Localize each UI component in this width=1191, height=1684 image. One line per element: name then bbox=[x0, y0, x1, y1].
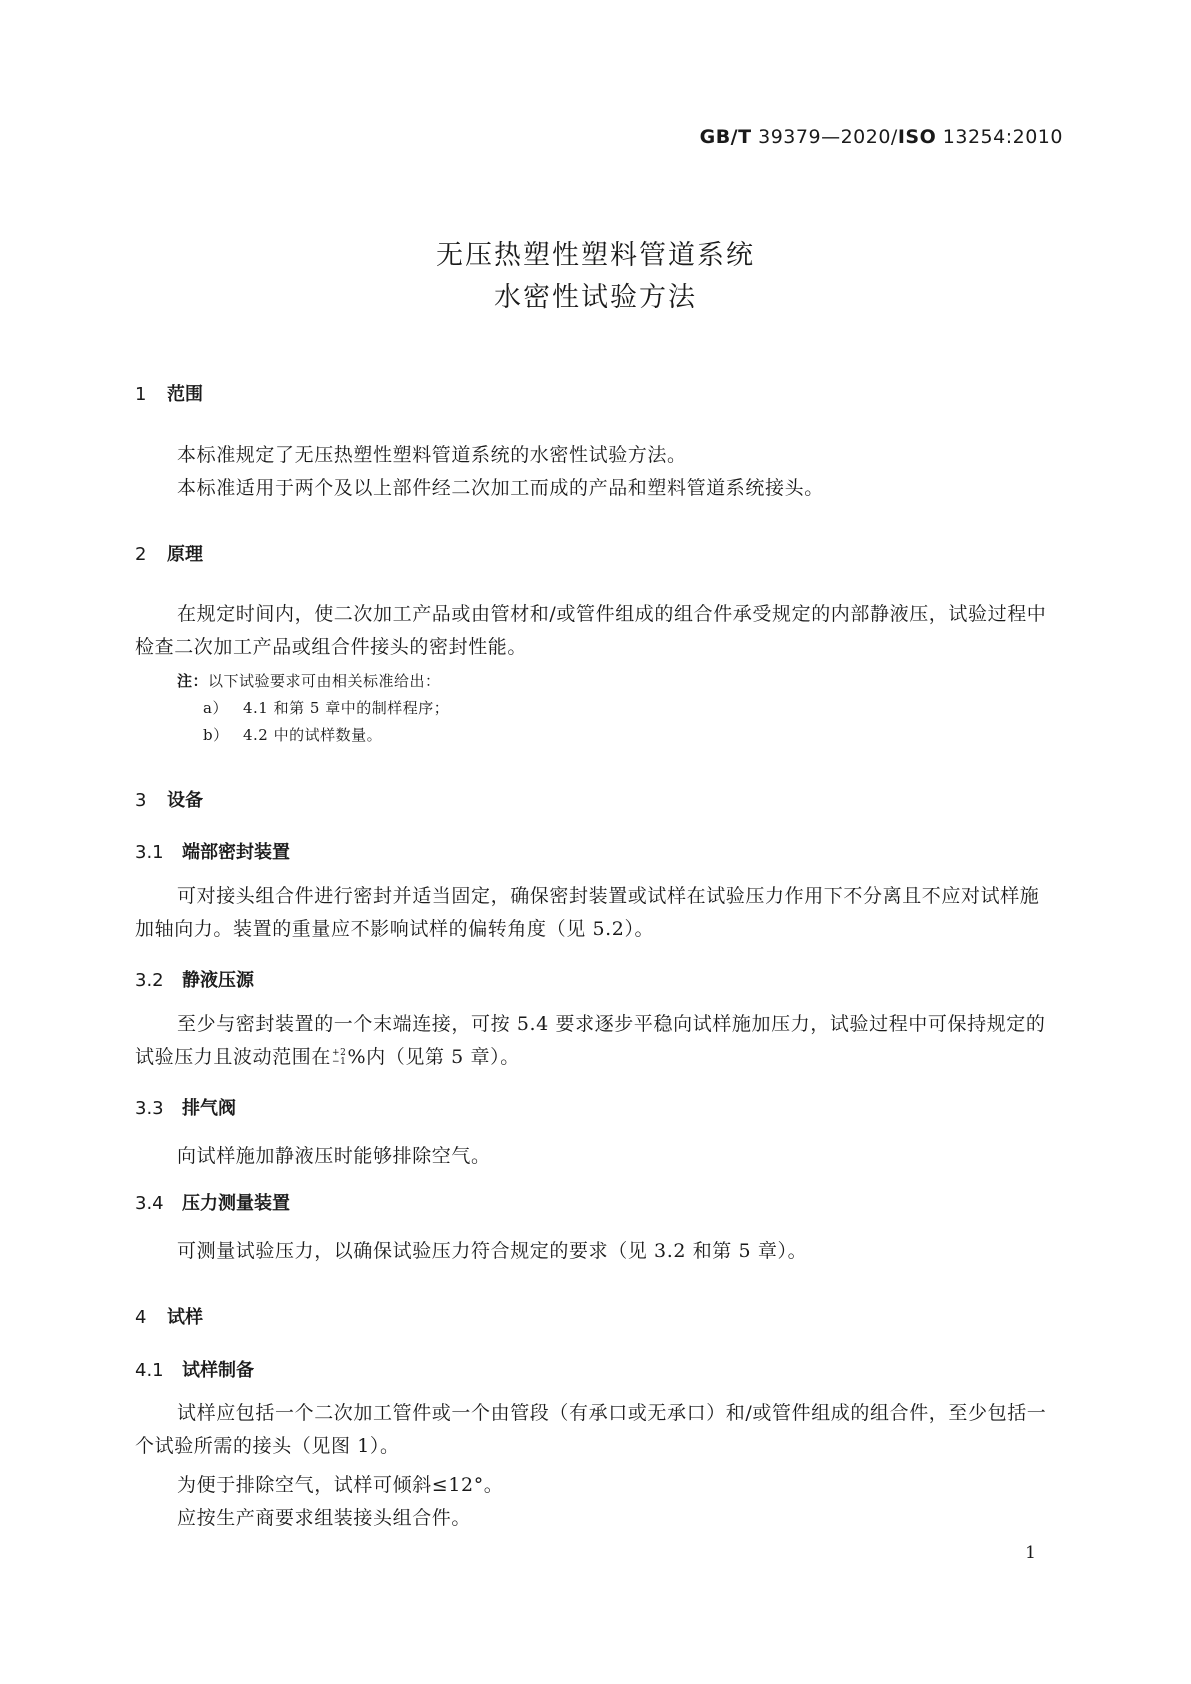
paragraph-scope-1: 本标准规定了无压热塑性塑料管道系统的水密性试验方法。 bbox=[177, 444, 687, 466]
note-item-b: b） 4.2 中的试样数量。 bbox=[203, 726, 383, 744]
section-heading-3: 3 设备 bbox=[135, 790, 203, 811]
section-heading-4-1: 4.1 试样制备 bbox=[135, 1360, 254, 1381]
document-title-line-2: 水密性试验方法 bbox=[494, 282, 697, 313]
standard-code: GB/T 39379—2020/ISO 13254:2010 bbox=[699, 126, 1063, 148]
section-heading-4: 4 试样 bbox=[135, 1307, 203, 1328]
paragraph-3-1: 可对接头组合件进行密封并适当固定，确保密封装置或试样在试验压力作用下不分离且不应对试样施加轴向力。装置的重量应不影响试样的偏转角度（见 5.2）。 bbox=[135, 885, 1040, 940]
section-heading-3-4: 3.4 压力测量装置 bbox=[135, 1193, 290, 1214]
paragraph-3-3: 向试样施加静液压时能够排除空气。 bbox=[177, 1145, 491, 1167]
section-heading-2: 2 原理 bbox=[135, 544, 203, 565]
section-heading-3-3: 3.3 排气阀 bbox=[135, 1098, 236, 1119]
paragraph-3-4: 可测量试验压力，以确保试验压力符合规定的要求（见 3.2 和第 5 章）。 bbox=[177, 1240, 808, 1262]
paragraph-scope-2: 本标准适用于两个及以上部件经二次加工而成的产品和塑料管道系统接头。 bbox=[177, 477, 824, 499]
section-heading-3-1: 3.1 端部密封装置 bbox=[135, 842, 290, 863]
paragraph-principle: 在规定时间内，使二次加工产品或由管材和/或管件组成的组合件承受规定的内部静液压，试验过程中检查二次加工产品或组合件接头的密封性能。 bbox=[135, 603, 1047, 658]
tolerance-fraction: +2 −1 bbox=[332, 1048, 347, 1067]
paragraph-4-1-2: 为便于排除空气，试样可倾斜≤12°。 bbox=[177, 1474, 504, 1496]
section-heading-1: 1 范围 bbox=[135, 384, 203, 405]
document-title-line-1: 无压热塑性塑料管道系统 bbox=[436, 240, 755, 271]
paragraph-4-1-3: 应按生产商要求组装接头组合件。 bbox=[177, 1507, 472, 1529]
section-heading-3-2: 3.2 静液压源 bbox=[135, 970, 254, 991]
note-item-a: a） 4.1 和第 5 章中的制样程序； bbox=[203, 699, 450, 717]
note: 注：以下试验要求可由相关标准给出： bbox=[177, 672, 441, 690]
page-number: 1 bbox=[1025, 1543, 1036, 1563]
paragraph-3-2: 至少与密封装置的一个末端连接，可按 5.4 要求逐步平稳向试样施加压力，试验过程中可保持规定的试验压力且波动范围在 +2 −1 %内（见第 5 章）。 bbox=[135, 1013, 1046, 1068]
paragraph-4-1-1: 试样应包括一个二次加工管件或一个由管段（有承口或无承口）和/或管件组成的组合件，至少包括一个试验所需的接头（见图 1）。 bbox=[135, 1402, 1047, 1457]
